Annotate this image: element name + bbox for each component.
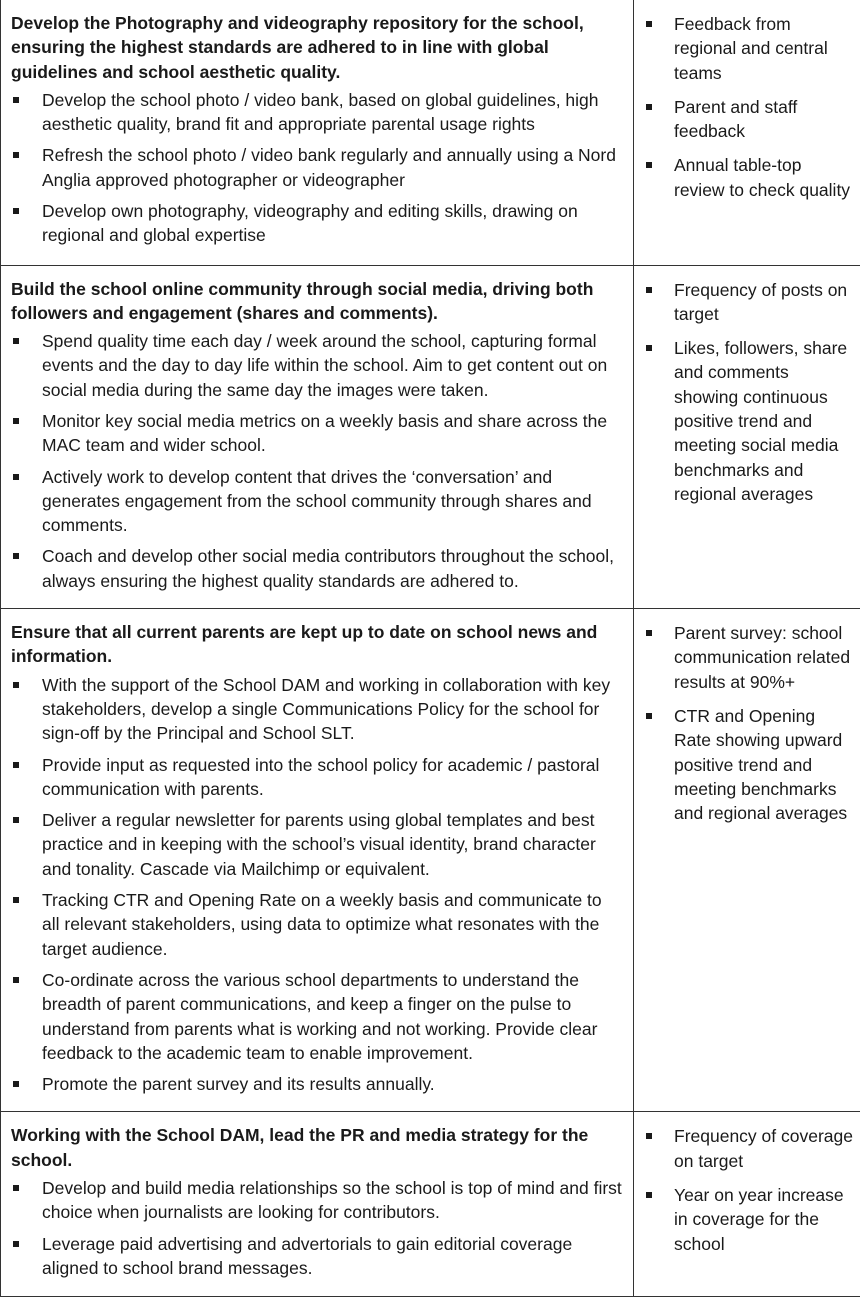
task-text: Co-ordinate across the various school departments to understand the breadth of parent communications, and keep a finger on the pulse to understand from parents what is working and not working. Provide clear feedback to the academic team to enable improvement. <box>42 970 597 1063</box>
responsibility-cell <box>1 1112 634 1297</box>
list-item <box>11 143 623 192</box>
bullet-square-icon <box>646 713 652 719</box>
measure-list <box>644 621 856 825</box>
bullet-square-icon <box>13 97 19 103</box>
table-row <box>1 609 860 1112</box>
responsibility-cell <box>1 609 634 1112</box>
table-row <box>1 1112 860 1297</box>
responsibility-cell <box>1 265 634 609</box>
bullet-square-icon <box>13 418 19 424</box>
list-item <box>11 753 623 802</box>
task-text: Tracking CTR and Opening Rate on a weekly basis and communicate to all relevant stakeholders, using data to optimize what resonates with the target audience. <box>42 890 602 959</box>
measure-text: Parent and staff feedback <box>674 97 797 141</box>
list-item <box>644 12 856 85</box>
bullet-square-icon <box>13 977 19 983</box>
list-item <box>644 278 856 327</box>
list-item <box>11 544 623 593</box>
list-item <box>644 1183 856 1256</box>
task-list <box>11 673 623 1097</box>
list-item <box>11 968 623 1065</box>
list-item <box>11 888 623 961</box>
list-item <box>11 673 623 746</box>
responsibility-heading: Build the school online community through social media, driving both followers and engagement (shares and comments). <box>11 277 623 326</box>
task-list <box>11 88 623 248</box>
bullet-square-icon <box>13 682 19 688</box>
bullet-square-icon <box>646 345 652 351</box>
list-item <box>644 1124 856 1173</box>
bullet-square-icon <box>13 1081 19 1087</box>
bullet-square-icon <box>646 287 652 293</box>
list-item <box>644 704 856 825</box>
task-text: Develop the school photo / video bank, based on global guidelines, high aesthetic quality, brand fit and appropriate parental usage rights <box>42 90 599 134</box>
measure-text: Annual table-top review to check quality <box>674 155 850 199</box>
task-text: Provide input as requested into the school policy for academic / pastoral communication with parents. <box>42 755 599 799</box>
task-list <box>11 1176 623 1280</box>
bullet-square-icon <box>646 630 652 636</box>
list-item <box>11 409 623 458</box>
bullet-square-icon <box>13 1185 19 1191</box>
bullet-square-icon <box>13 474 19 480</box>
bullet-square-icon <box>13 1241 19 1247</box>
measure-text: Parent survey: school communication related results at 90%+ <box>674 623 850 692</box>
task-text: Monitor key social media metrics on a weekly basis and share across the MAC team and wider school. <box>42 411 607 455</box>
bullet-square-icon <box>13 897 19 903</box>
task-text: Develop own photography, videography and editing skills, drawing on regional and global expertise <box>42 201 578 245</box>
list-item <box>11 88 623 137</box>
measure-text: CTR and Opening Rate showing upward positive trend and meeting benchmarks and regional averages <box>674 706 847 823</box>
bullet-square-icon <box>13 553 19 559</box>
task-text: Refresh the school photo / video bank regularly and annually using a Nord Anglia approved photographer or videographer <box>42 145 616 189</box>
task-text: Deliver a regular newsletter for parents using global templates and best practice and in keeping with the school’s visual identity, brand character and tonality. Cascade via Mailchimp or equivalent. <box>42 810 596 879</box>
task-list <box>11 329 623 593</box>
measure-text: Frequency of posts on target <box>674 280 847 324</box>
task-text: Actively work to develop content that drives the ‘conversation’ and generates engagement from the school community through shares and comments. <box>42 467 592 536</box>
list-item <box>11 329 623 402</box>
list-item <box>11 1072 623 1096</box>
task-text: Spend quality time each day / week around the school, capturing formal events and the day to day life within the school. Aim to get content out on social media during the same day the images were taken. <box>42 331 607 400</box>
measure-text: Year on year increase in coverage for the school <box>674 1185 844 1254</box>
bullet-square-icon <box>13 338 19 344</box>
responsibility-heading: Develop the Photography and videography repository for the school, ensuring the highest standards are adhered to in line with global guidelines and school aesthetic quality. <box>11 11 623 84</box>
list-item <box>11 465 623 538</box>
responsibility-cell <box>1 0 634 265</box>
bullet-square-icon <box>646 104 652 110</box>
measures-cell <box>634 265 860 609</box>
bullet-square-icon <box>646 1133 652 1139</box>
bullet-square-icon <box>13 762 19 768</box>
task-text: With the support of the School DAM and working in collaboration with key stakeholders, develop a single Communications Policy for the school for sign-off by the Principal and School SLT. <box>42 675 610 744</box>
list-item <box>644 95 856 144</box>
task-text: Leverage paid advertising and advertorials to gain editorial coverage aligned to school brand messages. <box>42 1234 572 1278</box>
bullet-square-icon <box>13 152 19 158</box>
measures-cell <box>634 1112 860 1297</box>
bullet-square-icon <box>646 21 652 27</box>
bullet-square-icon <box>646 162 652 168</box>
list-item <box>11 1176 623 1225</box>
measures-cell <box>634 609 860 1112</box>
measure-list <box>644 12 856 202</box>
measure-text: Feedback from regional and central teams <box>674 14 828 83</box>
bullet-square-icon <box>646 1192 652 1198</box>
list-item <box>11 1232 623 1281</box>
task-text: Coach and develop other social media contributors throughout the school, always ensuring the highest quality standards are adhered to. <box>42 546 614 590</box>
responsibility-heading: Ensure that all current parents are kept up to date on school news and information. <box>11 620 623 669</box>
responsibility-heading: Working with the School DAM, lead the PR and media strategy for the school. <box>11 1123 623 1172</box>
table-row <box>1 0 860 265</box>
measure-text: Frequency of coverage on target <box>674 1126 853 1170</box>
list-item <box>11 808 623 881</box>
list-item <box>644 153 856 202</box>
list-item <box>644 621 856 694</box>
bullet-square-icon <box>13 817 19 823</box>
task-text: Develop and build media relationships so the school is top of mind and first choice when journalists are looking for contributors. <box>42 1178 622 1222</box>
measure-list <box>644 1124 856 1255</box>
list-item <box>644 336 856 506</box>
measures-cell <box>634 0 860 265</box>
task-text: Promote the parent survey and its results annually. <box>42 1074 435 1094</box>
measure-text: Likes, followers, share and comments showing continuous positive trend and meeting social media benchmarks and regional averages <box>674 338 847 504</box>
list-item <box>11 199 623 248</box>
measure-list <box>644 278 856 507</box>
table-row <box>1 265 860 609</box>
bullet-square-icon <box>13 208 19 214</box>
